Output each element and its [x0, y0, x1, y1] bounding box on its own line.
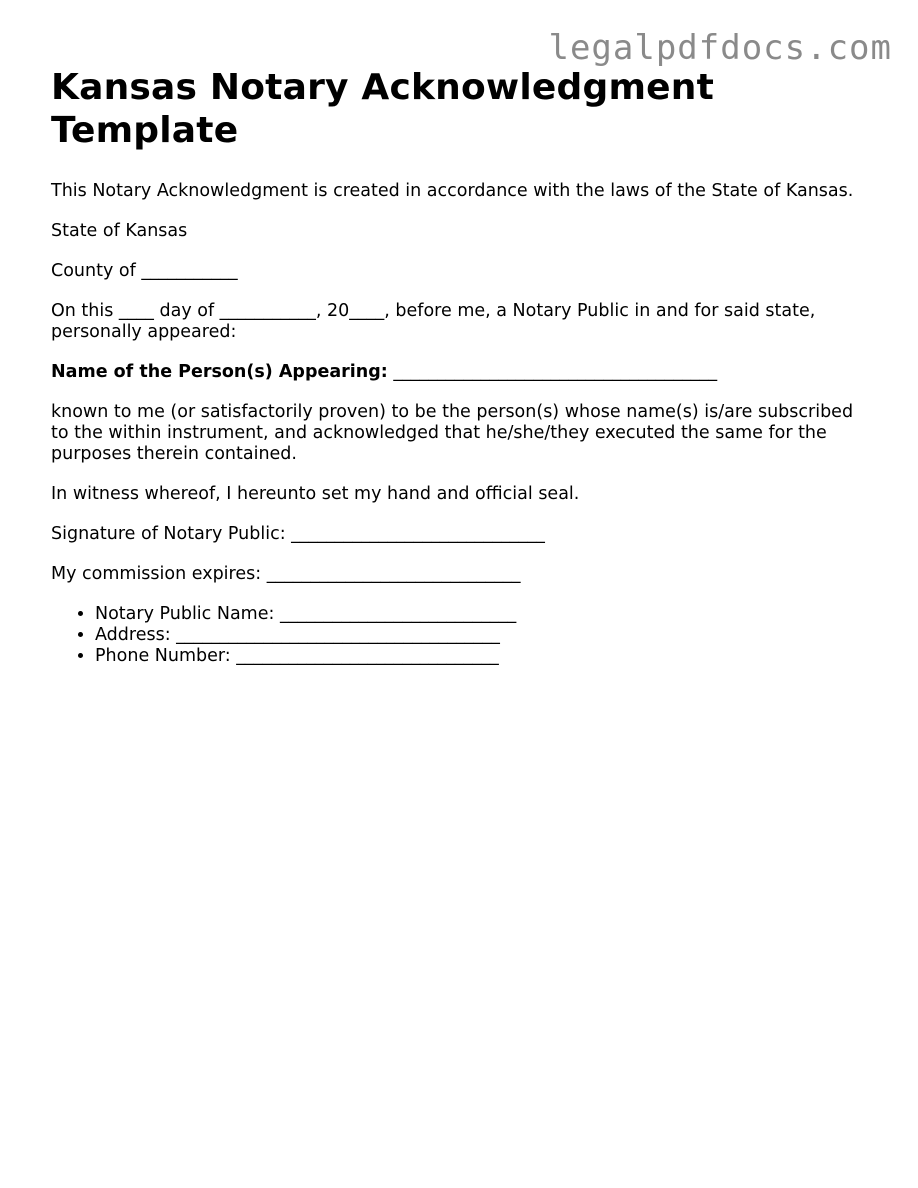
- intro-paragraph: This Notary Acknowledgment is created in accordance with the laws of the State of Kansas.: [51, 181, 854, 201]
- notary-phone-item: • Phone Number: ______________________________: [95, 646, 871, 667]
- notary-address-item: • Address: _____________________________________: [95, 625, 871, 646]
- notary-details-list: [51, 604, 871, 667]
- county-line: County of ___________: [51, 261, 238, 281]
- notary-name-item: • Notary Public Name: ___________________________: [95, 604, 871, 625]
- witness-paragraph: In witness whereof, I hereunto set my hand and official seal.: [51, 484, 580, 504]
- person-appearing-label: Name of the Person(s) Appearing:: [51, 362, 388, 382]
- state-line: State of Kansas: [51, 221, 188, 241]
- date-line: On this ____ day of ___________, 20____, before me, a Notary Public in and for said state, personally appeared:: [51, 301, 816, 342]
- person-appearing-line: [51, 362, 871, 383]
- acknowledgment-paragraph: known to me (or satisfactorily proven) to be the person(s) whose name(s) is/are subscribed to the within instrument, and acknowledged that he/she/they executed the same for the purposes therein contained.: [51, 402, 854, 464]
- document-title: Kansas Notary Acknowledgment Template: [51, 67, 715, 151]
- person-appearing-blank: _____________________________________: [393, 362, 718, 382]
- document-body: [51, 66, 871, 667]
- notary-signature-line: Signature of Notary Public: _____________________________: [51, 524, 545, 544]
- commission-expires-line: My commission expires: _____________________________: [51, 564, 521, 584]
- watermark: legalpdfdocs.com: [548, 28, 892, 68]
